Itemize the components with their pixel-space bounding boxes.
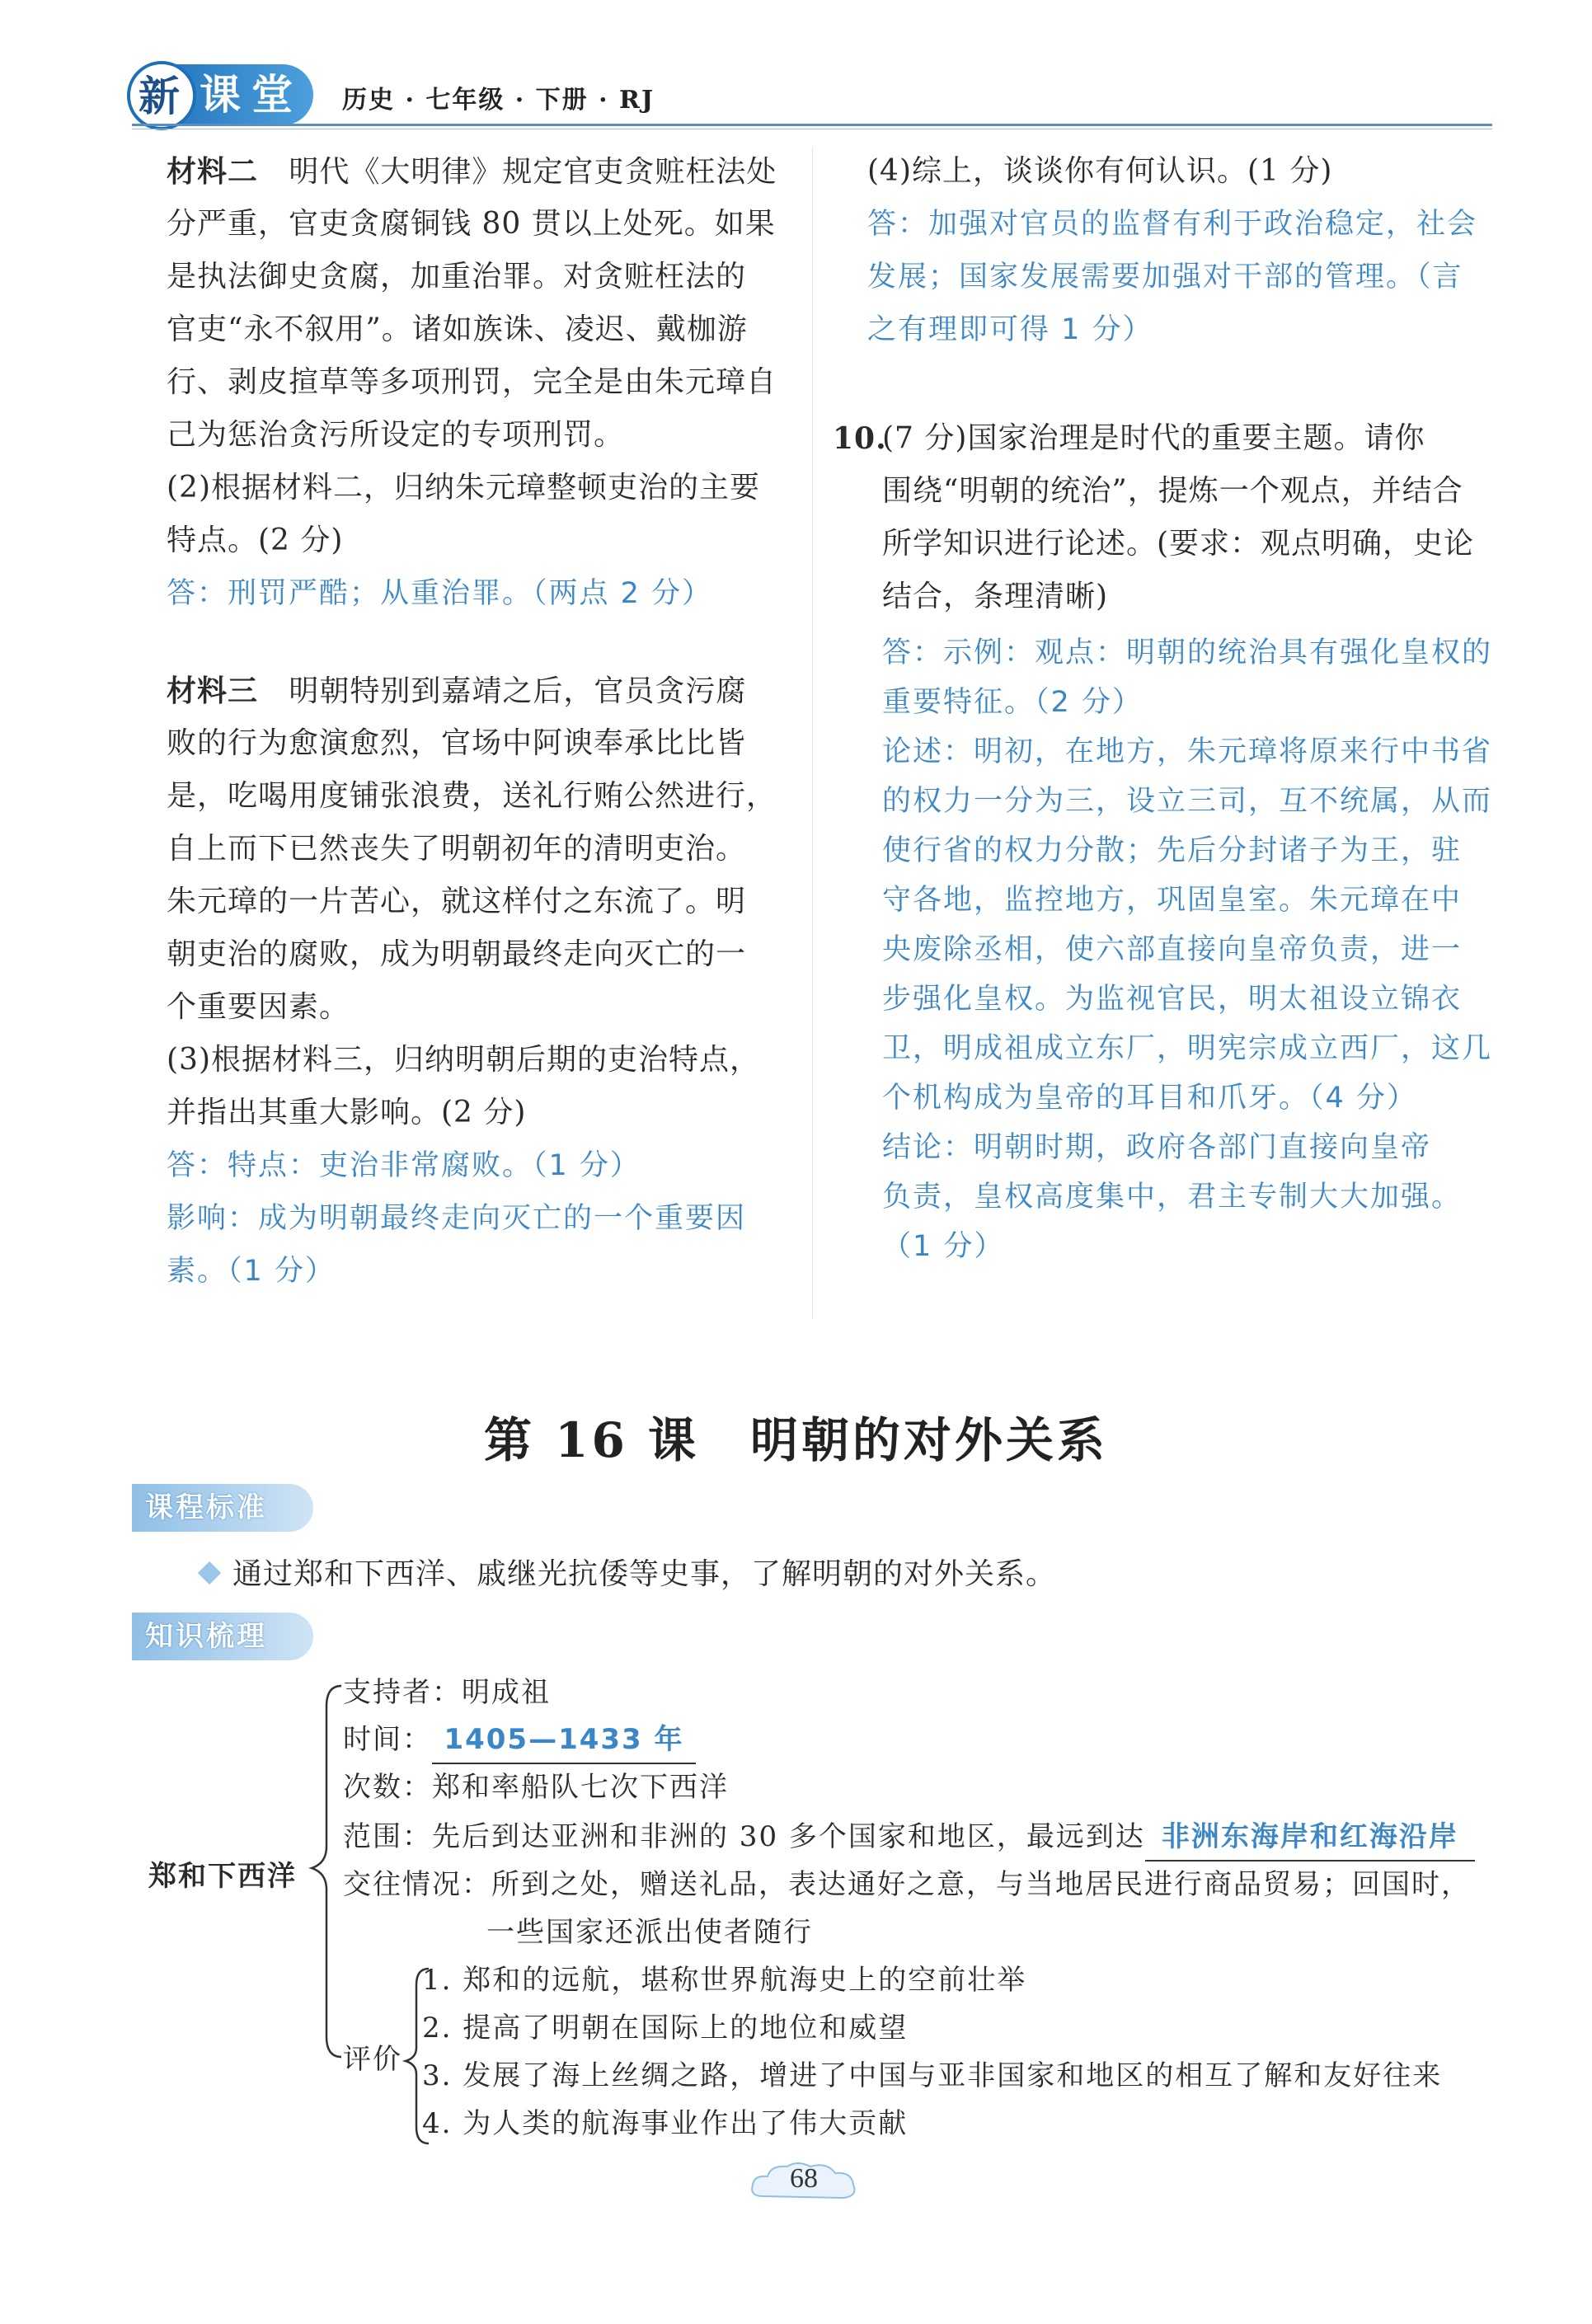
- material-2-line: 官吏“永不叙用”。诸如族诛、凌迟、戴枷游: [167, 312, 748, 346]
- material-3-line: 朱元璋的一片苦心，就这样付之东流了。明: [167, 885, 747, 918]
- tag-course-standard: 课程标准: [132, 1484, 313, 1532]
- question-10-line: 围绕“明朝的统治”，提炼一个观点，并结合: [882, 474, 1463, 508]
- mindmap-times: 次数：郑和率船队七次下西洋: [343, 1771, 729, 1804]
- mindmap-eval-item: 3. 发展了海上丝绸之路，增进了中国与亚非国家和地区的相互了解和友好往来: [422, 2059, 1443, 2092]
- answer-3-line: 素。（1 分）: [167, 1255, 336, 1288]
- mindmap-time-label: 时间：: [343, 1723, 432, 1756]
- mindmap-exchange-continued: 一些国家还派出使者随行: [486, 1916, 813, 1949]
- material-2-line: 分严重，官吏贪腐铜钱 80 贯以上处死。如果: [167, 207, 776, 241]
- material-3-line: 是，吃喝用度铺张浪费，送礼行贿公然进行，: [167, 779, 777, 813]
- answer-10-line: 步强化皇权。为监视官民，明太祖设立锦衣: [882, 983, 1463, 1016]
- question-10-line: 结合，条理清晰): [882, 580, 1109, 613]
- question-10-line: (7 分)国家治理是时代的重要主题。请你: [882, 421, 1425, 455]
- mindmap-time-blank: [432, 1716, 696, 1764]
- tag-knowledge-outline: 知识梳理: [132, 1613, 313, 1660]
- main-brace: [312, 1686, 341, 2057]
- answer-10-line: 结论：明朝时期，政府各部门直接向皇帝: [882, 1131, 1432, 1164]
- mindmap-scope-value: 非洲东海岸和红海沿岸: [1161, 1820, 1458, 1853]
- logo-char-3: 堂: [251, 71, 293, 119]
- answer-10-line: 重要特征。（2 分）: [882, 686, 1143, 719]
- lesson-title: 第 16 课 明朝的对外关系: [483, 1412, 1109, 1468]
- material-3-text: 明朝特别到嘉靖之后，官员贪污腐: [289, 674, 747, 708]
- answer-10-line: 央废除丞相，使六部直接向皇帝负责，进一: [882, 933, 1463, 966]
- mindmap-time-value: 1405—1433 年: [444, 1723, 684, 1756]
- material-3-line: 败的行为愈演愈烈，官场中阿谀奉承比比皆: [167, 726, 747, 760]
- material-3-label: 材料三: [167, 674, 259, 708]
- answer-3-line: 答：特点：吏治非常腐败。（1 分）: [167, 1149, 641, 1182]
- answer-10-line: 卫，明成祖成立东厂，明宪宗成立西厂，这几: [882, 1032, 1493, 1065]
- logo-char-1: 新: [139, 73, 180, 120]
- answer-10-line: 使行省的权力分散；先后分封诸子为王，驻: [882, 834, 1463, 867]
- answer-10-line: 守各地，监控地方，巩固皇室。朱元璋在中: [882, 884, 1463, 917]
- material-3-line: 自上而下已然丧失了明朝初年的清明吏治。: [167, 832, 747, 866]
- mindmap-eval-item: 2. 提高了明朝在国际上的地位和威望: [422, 2012, 909, 2045]
- answer-10-line: （1 分）: [882, 1230, 1005, 1263]
- answer-4-line: 之有理即可得 1 分）: [867, 313, 1153, 346]
- mindmap-time: [343, 1716, 696, 1764]
- material-3-line: 个重要因素。: [167, 990, 350, 1024]
- answer-2: 答：刑罚严酷；从重治罪。（两点 2 分）: [167, 577, 713, 610]
- mindmap-eval-item: 4. 为人类的航海事业作出了伟大贡献: [422, 2107, 909, 2140]
- question-2-line: 特点。(2 分): [167, 523, 344, 557]
- question-10-line: 所学知识进行论述。(要求：观点明确，史论: [882, 527, 1475, 561]
- answer-4-line: 答：加强对官员的监督有利于政治稳定，社会: [867, 208, 1478, 241]
- mindmap-scope-label: 范围：先后到达亚洲和非洲的 30 多个国家和地区，最远到达: [343, 1820, 1145, 1853]
- question-2-line: (2)根据材料二，归纳朱元璋整顿吏治的主要: [167, 471, 760, 505]
- mindmap-scope-blank: [1145, 1814, 1475, 1862]
- page-number: 68: [790, 2163, 818, 2194]
- question-4: (4)综上，谈谈你有何认识。(1 分): [867, 154, 1333, 188]
- answer-3-line: 影响：成为明朝最终走向灭亡的一个重要因: [167, 1202, 747, 1235]
- answer-4-line: 发展；国家发展需要加强对干部的管理。（言: [867, 261, 1463, 293]
- mindmap-supporter: 支持者：明成祖: [343, 1676, 551, 1709]
- mindmap-exchange: 交往情况：所到之处，赠送礼品，表达通好之意，与当地居民进行商品贸易；回国时，: [343, 1868, 1471, 1901]
- material-2-text: 明代《大明律》规定官吏贪赃枉法处: [289, 155, 777, 189]
- question-10-number: 10.: [833, 421, 887, 456]
- answer-10-line: 答：示例：观点：明朝的统治具有强化皇权的: [882, 636, 1493, 669]
- answer-10-line: 个机构成为皇帝的耳目和爪牙。（4 分）: [882, 1082, 1417, 1115]
- answer-10-line: 论述：明初，在地方，朱元璋将原来行中书省: [882, 735, 1493, 768]
- question-3-line: 并指出其重大影响。(2 分): [167, 1096, 527, 1129]
- question-3-line: (3)根据材料三，归纳明朝后期的吏治特点，: [167, 1043, 760, 1077]
- mindmap-root: 郑和下西洋: [148, 1860, 297, 1893]
- logo-char-2: 课: [200, 71, 241, 119]
- book-meta: 历史 · 七年级 · 下册 · RJ: [342, 86, 655, 115]
- mindmap-eval-item: 1. 郑和的远航，堪称世界航海史上的空前壮举: [422, 1964, 1027, 1997]
- answer-10-line: 负责，皇权高度集中，君主专制大大加强。: [882, 1181, 1463, 1214]
- mindmap-eval-label: 评价: [343, 2043, 402, 2076]
- material-2-line: 行、剥皮揎草等多项刑罚，完全是由朱元璋自: [167, 365, 777, 399]
- material-2-line: 己为惩治贪污所设定的专项刑罚。: [167, 418, 625, 452]
- material-2-label: 材料二: [167, 154, 259, 189]
- material-2-line: 是执法御史贪腐，加重治罪。对贪赃枉法的: [167, 260, 747, 293]
- course-standard-text: 通过郑和下西洋、戚继光抗倭等史事，了解明朝的对外关系。: [232, 1557, 1057, 1591]
- material-3-line: 朝吏治的腐败，成为明朝最终走向灭亡的一: [167, 937, 747, 971]
- answer-10-line: 的权力一分为三，设立三司，互不统属，从而: [882, 785, 1493, 818]
- mindmap-scope: [343, 1814, 1475, 1862]
